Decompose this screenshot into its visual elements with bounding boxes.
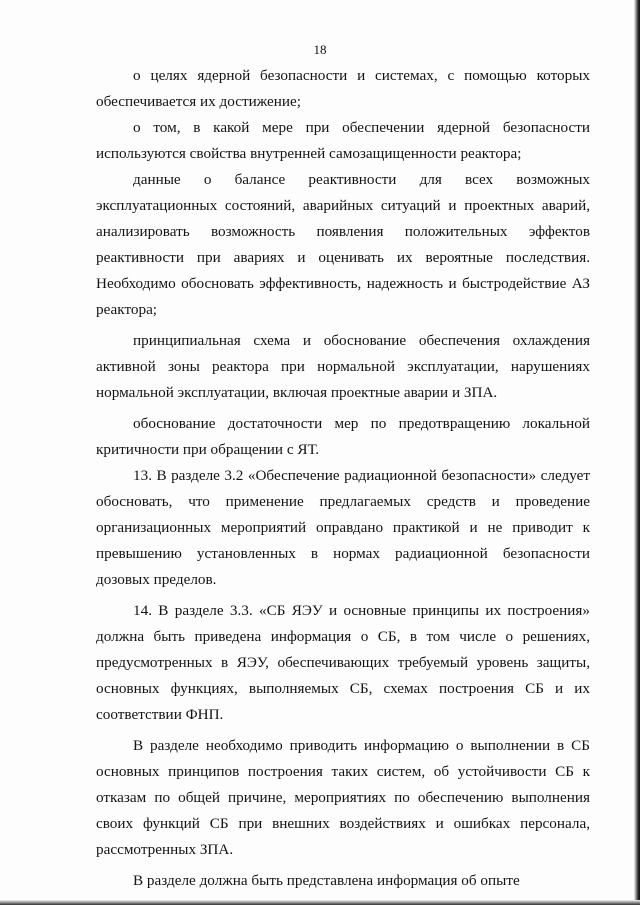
page-number: 18 <box>313 42 327 57</box>
scan-edge-right <box>634 0 640 905</box>
document-body <box>96 63 590 894</box>
paragraph-section-14: 14. В разделе 3.3. «СБ ЯЭУ и основные принципы их построения» должна быть приведена информация о СБ, в том числе о решениях, предусмотренных в ЯЭУ, обеспечивающих требуемый уровень защиты, основных функциях, выполняемых СБ, схемах построения СБ и их соответствии ФНП. <box>96 602 590 723</box>
paragraph-core-cooling: принципиальная схема и обоснование обеспечения охлаждения активной зоны реактора при нормальной эксплуатации, нарушениях нормальной эксплуатации, включая проектные аварии и ЗПА. <box>96 332 590 401</box>
paragraph-sb-principles: В разделе необходимо приводить информацию о выполнении в СБ основных принципов построения таких систем, об устойчивости СБ к отказам по общей причине, мероприятиях по обеспечению выполнения своих функций СБ при внешних воздействиях и ошибках персонала, рассмотренных ЗПА. <box>96 737 590 858</box>
paragraph-reactivity-balance: данные о балансе реактивности для всех возможных эксплуатационных состояний, аварийных ситуаций и проектных аварий, анализировать возможность появления положительных эффектов реактивности при авариях и оценивать их вероятные последствия. Необходимо обосновать эффективность, надежность и быстродействие АЗ реактора; <box>96 171 590 318</box>
scan-edge-bottom <box>0 900 640 905</box>
paragraph-section-13: 13. В разделе 3.2 «Обеспечение радиационной безопасности» следует обосновать, что применение предлагаемых средств и проведение организационных мероприятий оправдано практикой и не приводит к превышению установленных в нормах радиационной безопасности дозовых пределов. <box>96 467 590 588</box>
paragraph-local-criticality: обоснование достаточности мер по предотвращению локальной критичности при обращении с ЯТ. <box>96 415 590 458</box>
paragraph-safety-goals: о целях ядерной безопасности и системах, с помощью которых обеспечивается их достижение; <box>96 67 590 110</box>
paragraph-experience: В разделе должна быть представлена информация об опыте <box>133 872 520 889</box>
paragraph-self-protection: о том, в какой мере при обеспечении ядерной безопасности используются свойства внутренней самозащищенности реактора; <box>96 119 590 162</box>
